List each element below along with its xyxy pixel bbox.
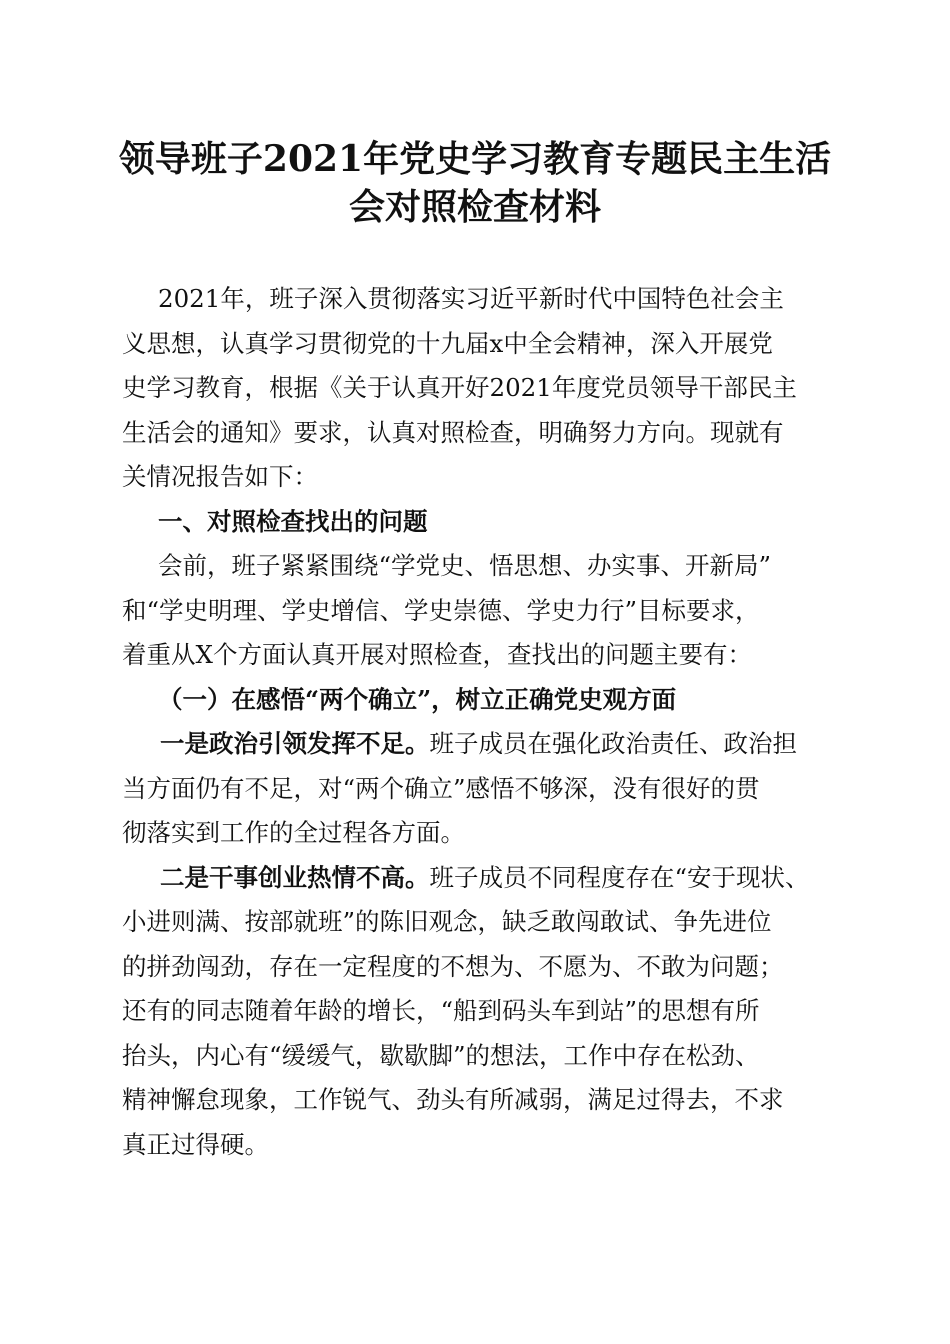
intro-line: 关情况报告如下：: [122, 462, 318, 491]
point-2-lead: 二是干事创业热情不高。: [160, 863, 430, 892]
point-1-line: 彻落实到工作的全过程各方面。: [122, 818, 465, 847]
section-heading: 一、对照检查找出的问题: [158, 507, 428, 536]
document-title-line-2: 会对照检查材料: [348, 186, 601, 228]
point-1-lead: 一是政治引领发挥不足。: [160, 729, 430, 758]
point-2-text: 班子成员不同程度存在“安于现状、: [429, 863, 810, 892]
point-2-line: 真正过得硬。: [122, 1130, 269, 1159]
point-1-text: 班子成员在强化政治责任、政治担: [429, 729, 797, 758]
point-1-line: 当方面仍有不足，对“两个确立”感悟不够深，没有很好的贯: [122, 774, 760, 803]
section-intro-line: 会前，班子紧紧围绕“学党史、悟思想、办实事、开新局”: [158, 551, 772, 580]
subsection-heading: （一）在感悟“两个确立”，树立正确党史观方面: [158, 685, 677, 714]
point-1-first-line: [160, 728, 880, 760]
point-2-line: 精神懈怠现象，工作锐气、劲头有所减弱，满足过得去，不求: [122, 1085, 784, 1114]
intro-line: 史学习教育，根据《关于认真开好2021年度党员领导干部民主: [122, 373, 797, 402]
section-intro-line: 着重从X个方面认真开展对照检查，查找出的问题主要有：: [122, 640, 752, 669]
point-2-line: 还有的同志随着年龄的增长，“船到码头车到站”的思想有所: [122, 996, 760, 1025]
point-2-line: 小进则满、按部就班”的陈旧观念，缺乏敢闯敢试、争先进位: [122, 907, 772, 936]
document-title-line-1: 领导班子2021年党史学习教育专题民主生活: [118, 138, 832, 180]
point-2-line: 抬头，内心有“缓缓气，歇歇脚”的想法，工作中存在松劲、: [122, 1041, 760, 1070]
intro-line: 2021年，班子深入贯彻落实习近平新时代中国特色社会主: [158, 284, 784, 313]
intro-line: 生活会的通知》要求，认真对照检查，明确努力方向。现就有: [122, 418, 784, 447]
section-intro-line: 和“学史明理、学史增信、学史崇德、学史力行”目标要求，: [122, 596, 760, 625]
point-2-first-line: [160, 862, 880, 894]
point-2-line: 的拼劲闯劲，存在一定程度的不想为、不愿为、不敢为问题；: [122, 952, 784, 981]
intro-line: 义思想，认真学习贯彻党的十九届x中全会精神，深入开展党: [122, 329, 773, 358]
